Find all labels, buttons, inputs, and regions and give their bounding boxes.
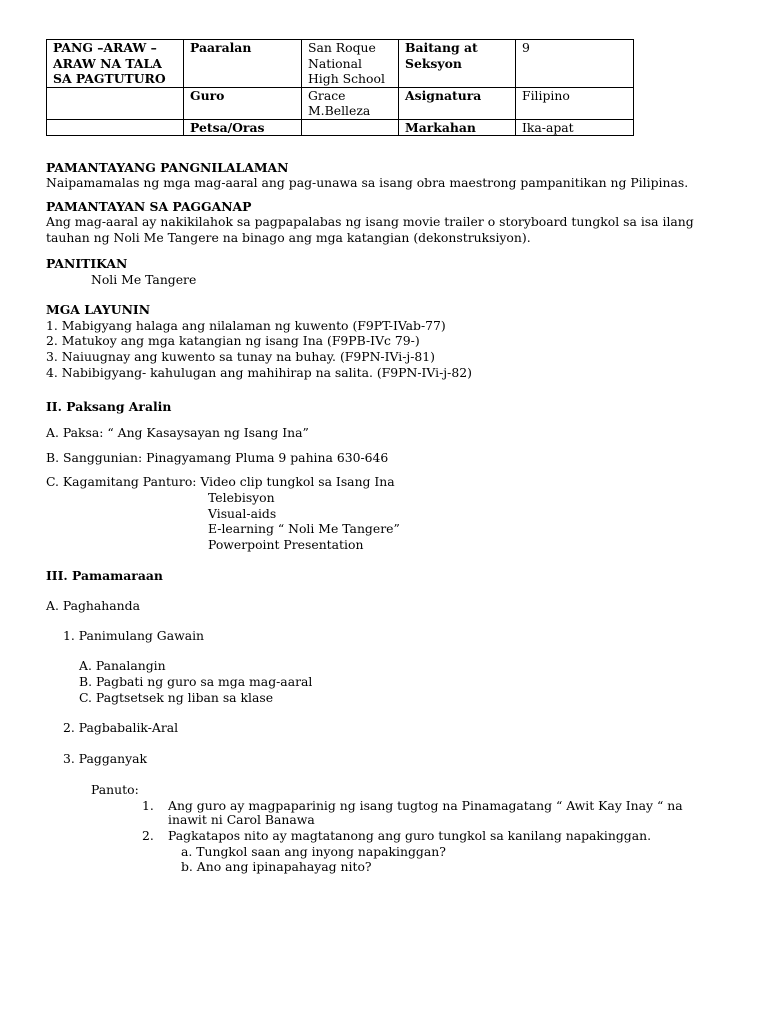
paaralan-label: Paaralan [184, 40, 302, 88]
title-cell [47, 40, 184, 88]
paaralan-line: National [308, 55, 362, 71]
pagganyak-text: 3. Pagganyak [63, 751, 148, 766]
asignatura-value: Filipino [516, 87, 634, 119]
baitang-value: 9 [516, 40, 634, 88]
header-row [47, 40, 634, 88]
paksang-aralin-heading: II. Paksang Aralin [46, 399, 172, 414]
panitikan-text: Noli Me Tangere [91, 272, 197, 287]
header-row [47, 119, 634, 136]
paaralan-line: High School [308, 71, 385, 86]
step-number: 1. [142, 798, 154, 813]
pagganap-text-line: Ang mag-aaral ay nakikilahok sa pagpapalabas ng isang movie trailer o storyboard tungkol sa isa ilang [46, 214, 694, 229]
panimula-item: A. Panalangin [79, 658, 166, 673]
kagamitan-item: Powerpoint Presentation [208, 537, 364, 552]
guro-line: Grace [308, 87, 346, 103]
layunin-heading: MGA LAYUNIN [46, 302, 151, 317]
layunin-item: 2. Matukoy ang mga katangian ng isang Ina (F9PB-IVc 79-) [46, 333, 420, 348]
empty-cell [47, 119, 184, 136]
step-text-line: Ang guro ay magpaparinig ng isang tugtog na Pinamagatang “ Awit Kay Inay “ na [168, 798, 683, 813]
layunin-item: 1. Mabigyang halaga ang nilalaman ng kuwento (F9PT-IVab-77) [46, 318, 446, 333]
step-number: 2. [142, 828, 154, 843]
header-table [46, 39, 634, 136]
layunin-item: 4. Nabibigyang- kahulugan ang mahihirap na salita. (F9PN-IVi-j-82) [46, 365, 472, 380]
balik-aral-text: 2. Pagbabalik-Aral [63, 720, 179, 735]
paghahanda-text: A. Paghahanda [46, 598, 140, 613]
guro-label: Guro [184, 87, 302, 119]
baitang-label [399, 40, 516, 88]
paaralan-line: San Roque [308, 40, 376, 55]
petsa-value [302, 119, 399, 136]
guro-value [302, 87, 399, 119]
pagganap-text-line: tauhan ng Noli Me Tangere na binago ang mga katangian (dekonstruksiyon). [46, 230, 531, 245]
panimula-text: 1. Panimulang Gawain [63, 628, 205, 643]
title-line: SA PAGTUTURO [53, 71, 166, 86]
kagamitan-item: Telebisyon [208, 490, 275, 505]
panitikan-heading: PANITIKAN [46, 256, 128, 271]
step-subitem: b. Ano ang ipinapahayag nito? [181, 859, 372, 874]
step-text-line: Pagkatapos nito ay magtatanong ang guro tungkol sa kanilang napakinggan. [168, 828, 652, 843]
baitang-label-line: Baitang at [405, 40, 478, 55]
layunin-item: 3. Naiuugnay ang kuwento sa tunay na buhay. (F9PN-IVi-j-81) [46, 349, 436, 364]
paksa-text: A. Paksa: “ Ang Kasaysayan ng Isang Ina” [46, 425, 309, 440]
panimula-item: B. Pagbati ng guro sa mga mag-aaral [79, 674, 313, 689]
header-row [47, 87, 634, 119]
guro-line: M.Belleza [308, 103, 371, 118]
markahan-label: Markahan [399, 119, 516, 136]
pagganap-heading: PAMANTAYAN SA PAGGANAP [46, 199, 252, 214]
kagamitan-item: E-learning “ Noli Me Tangere” [208, 521, 400, 536]
paaralan-value [302, 40, 399, 88]
panuto-label: Panuto: [91, 782, 139, 797]
title-line: PANG –ARAW – [53, 40, 157, 55]
pangnilalaman-heading: PAMANTAYANG PANGNILALAMAN [46, 160, 289, 175]
title-line: ARAW NA TALA [53, 55, 162, 71]
empty-cell [47, 87, 184, 119]
step-text-line: inawit ni Carol Banawa [168, 812, 315, 827]
sanggunian-text: B. Sanggunian: Pinagyamang Pluma 9 pahina 630-646 [46, 450, 389, 465]
pamamaraan-heading: III. Pamamaraan [46, 568, 163, 583]
pangnilalaman-text: Naipamamalas ng mga mag-aaral ang pag-unawa sa isang obra maestrong pampanitikan ng Pilipinas. [46, 175, 689, 190]
panimula-item: C. Pagtsetsek ng liban sa klase [79, 690, 274, 705]
step-subitem: a. Tungkol saan ang inyong napakinggan? [181, 844, 446, 859]
baitang-label-line: Seksyon [405, 55, 462, 71]
kagamitan-text: C. Kagamitang Panturo: Video clip tungkol sa Isang Ina [46, 474, 395, 489]
petsa-label: Petsa/Oras [184, 119, 302, 136]
asignatura-label: Asignatura [399, 87, 516, 119]
markahan-value: Ika-apat [516, 119, 634, 136]
kagamitan-item: Visual-aids [208, 506, 277, 521]
